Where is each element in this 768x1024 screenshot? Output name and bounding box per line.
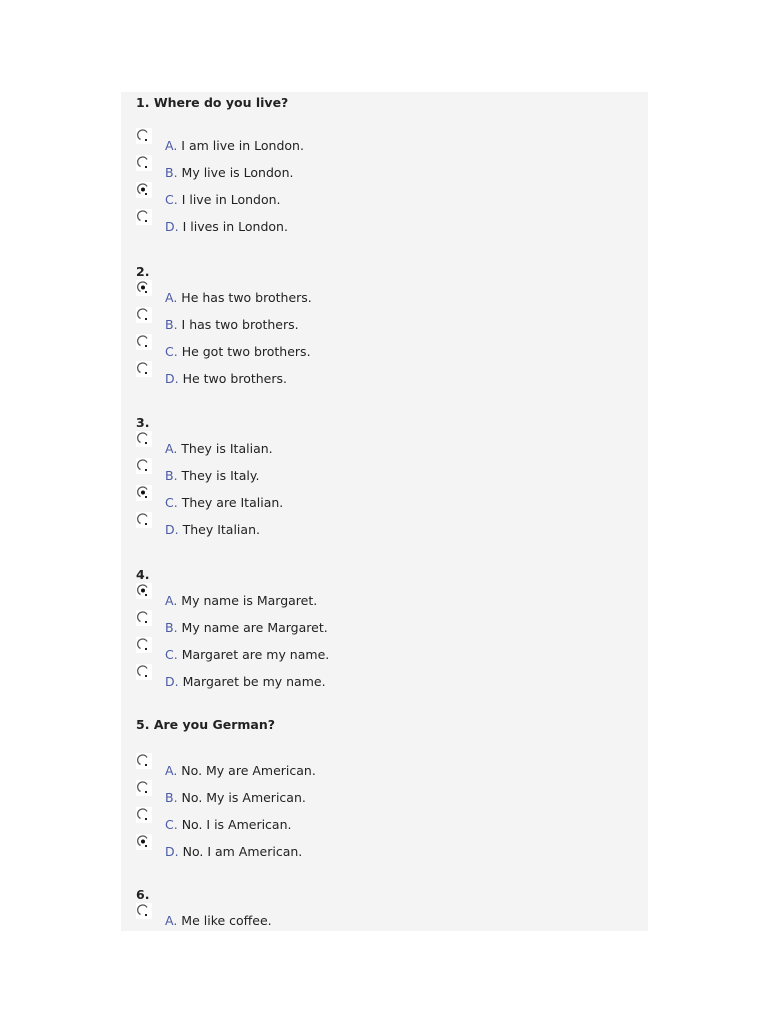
option-d[interactable] bbox=[121, 371, 648, 398]
radio-checked-dot bbox=[141, 840, 145, 844]
option-letter: D. bbox=[165, 371, 179, 386]
radio-button[interactable] bbox=[136, 583, 152, 599]
radio-button[interactable] bbox=[136, 155, 152, 171]
radio-button[interactable] bbox=[136, 903, 152, 919]
option-letter: B. bbox=[165, 468, 178, 483]
question-header bbox=[136, 95, 288, 111]
option-label bbox=[165, 817, 292, 833]
option-letter: B. bbox=[165, 165, 178, 180]
question-number: 2. bbox=[136, 264, 150, 279]
question-header bbox=[136, 264, 149, 280]
option-text: No. I is American. bbox=[181, 817, 292, 832]
radio-button[interactable] bbox=[136, 431, 152, 447]
option-letter: C. bbox=[165, 192, 178, 207]
option-letter: A. bbox=[165, 763, 178, 778]
radio-button[interactable] bbox=[136, 128, 152, 144]
option-label bbox=[165, 165, 293, 181]
radio-button[interactable] bbox=[136, 209, 152, 225]
option-letter: C. bbox=[165, 344, 178, 359]
option-label bbox=[165, 344, 311, 360]
option-label bbox=[165, 495, 283, 511]
option-label bbox=[165, 468, 259, 484]
radio-button[interactable] bbox=[136, 610, 152, 626]
option-label bbox=[165, 790, 306, 806]
question-number: 1. bbox=[136, 95, 150, 110]
option-letter: B. bbox=[165, 790, 178, 805]
option-letter: C. bbox=[165, 817, 178, 832]
option-letter: D. bbox=[165, 522, 179, 537]
radio-button[interactable] bbox=[136, 807, 152, 823]
question-number: 6. bbox=[136, 887, 150, 902]
option-label bbox=[165, 441, 273, 457]
option-c[interactable] bbox=[121, 344, 648, 371]
option-letter: A. bbox=[165, 593, 178, 608]
option-a[interactable] bbox=[121, 763, 648, 790]
question-header bbox=[136, 415, 149, 431]
option-letter: D. bbox=[165, 844, 179, 859]
radio-button[interactable] bbox=[136, 664, 152, 680]
option-d[interactable] bbox=[121, 674, 648, 701]
option-text: They Italian. bbox=[182, 522, 260, 537]
option-text: I lives in London. bbox=[182, 219, 288, 234]
option-letter: A. bbox=[165, 913, 178, 928]
radio-button[interactable] bbox=[136, 753, 152, 769]
option-text: No. My is American. bbox=[181, 790, 306, 805]
option-text: Margaret are my name. bbox=[181, 647, 330, 662]
option-text: I has two brothers. bbox=[181, 317, 299, 332]
quiz-panel bbox=[121, 92, 648, 931]
option-label bbox=[165, 138, 304, 154]
option-label bbox=[165, 219, 288, 235]
option-a[interactable] bbox=[121, 290, 648, 317]
option-b[interactable] bbox=[121, 620, 648, 647]
option-d[interactable] bbox=[121, 219, 648, 246]
option-letter: B. bbox=[165, 317, 178, 332]
question-number: 4. bbox=[136, 567, 150, 582]
option-label bbox=[165, 192, 281, 208]
question-number: 3. bbox=[136, 415, 150, 430]
option-d[interactable] bbox=[121, 844, 648, 871]
option-text: Margaret be my name. bbox=[182, 674, 326, 689]
question-prompt: Are you German? bbox=[153, 717, 275, 732]
option-letter: A. bbox=[165, 441, 178, 456]
option-letter: C. bbox=[165, 495, 178, 510]
radio-button[interactable] bbox=[136, 334, 152, 350]
option-text: My live is London. bbox=[181, 165, 294, 180]
option-c[interactable] bbox=[121, 647, 648, 674]
option-label bbox=[165, 371, 287, 387]
radio-checked-dot bbox=[141, 286, 145, 290]
option-c[interactable] bbox=[121, 495, 648, 522]
option-text: My name are Margaret. bbox=[181, 620, 328, 635]
option-letter: A. bbox=[165, 290, 178, 305]
option-text: He two brothers. bbox=[182, 371, 287, 386]
option-c[interactable] bbox=[121, 192, 648, 219]
radio-button[interactable] bbox=[136, 280, 152, 296]
option-label bbox=[165, 593, 317, 609]
option-text: No. I am American. bbox=[182, 844, 303, 859]
option-label bbox=[165, 290, 312, 306]
option-c[interactable] bbox=[121, 817, 648, 844]
option-label bbox=[165, 674, 326, 690]
radio-button[interactable] bbox=[136, 458, 152, 474]
radio-button[interactable] bbox=[136, 485, 152, 501]
option-b[interactable] bbox=[121, 468, 648, 495]
option-b[interactable] bbox=[121, 165, 648, 192]
radio-button[interactable] bbox=[136, 361, 152, 377]
option-label bbox=[165, 844, 302, 860]
radio-button[interactable] bbox=[136, 512, 152, 528]
question-prompt: Where do you live? bbox=[153, 95, 289, 110]
option-text: He got two brothers. bbox=[181, 344, 311, 359]
option-label bbox=[165, 647, 329, 663]
question-number: 5. bbox=[136, 717, 150, 732]
radio-button[interactable] bbox=[136, 182, 152, 198]
option-letter: D. bbox=[165, 219, 179, 234]
option-a[interactable] bbox=[121, 138, 648, 165]
option-label bbox=[165, 522, 260, 538]
question-header bbox=[136, 887, 149, 903]
option-label bbox=[165, 620, 328, 636]
radio-checked-dot bbox=[141, 188, 145, 192]
option-label bbox=[165, 317, 299, 333]
option-a[interactable] bbox=[121, 913, 648, 931]
radio-button[interactable] bbox=[136, 637, 152, 653]
option-text: He has two brothers. bbox=[181, 290, 312, 305]
option-text: They is Italian. bbox=[181, 441, 273, 456]
radio-button[interactable] bbox=[136, 780, 152, 796]
option-letter: A. bbox=[165, 138, 178, 153]
option-a[interactable] bbox=[121, 593, 648, 620]
option-d[interactable] bbox=[121, 522, 648, 549]
option-b[interactable] bbox=[121, 317, 648, 344]
option-b[interactable] bbox=[121, 790, 648, 817]
option-text: I am live in London. bbox=[181, 138, 304, 153]
radio-button[interactable] bbox=[136, 834, 152, 850]
radio-checked-dot bbox=[141, 491, 145, 495]
option-letter: C. bbox=[165, 647, 178, 662]
option-a[interactable] bbox=[121, 441, 648, 468]
option-text: Me like coffee. bbox=[181, 913, 272, 928]
question-header bbox=[136, 567, 149, 583]
option-letter: B. bbox=[165, 620, 178, 635]
radio-button[interactable] bbox=[136, 307, 152, 323]
option-text: They is Italy. bbox=[181, 468, 260, 483]
option-text: I live in London. bbox=[181, 192, 281, 207]
option-text: My name is Margaret. bbox=[181, 593, 318, 608]
option-label bbox=[165, 913, 272, 929]
radio-checked-dot bbox=[141, 589, 145, 593]
question-header bbox=[136, 717, 275, 733]
option-text: They are Italian. bbox=[181, 495, 284, 510]
option-text: No. My are American. bbox=[181, 763, 316, 778]
option-letter: D. bbox=[165, 674, 179, 689]
option-label bbox=[165, 763, 316, 779]
